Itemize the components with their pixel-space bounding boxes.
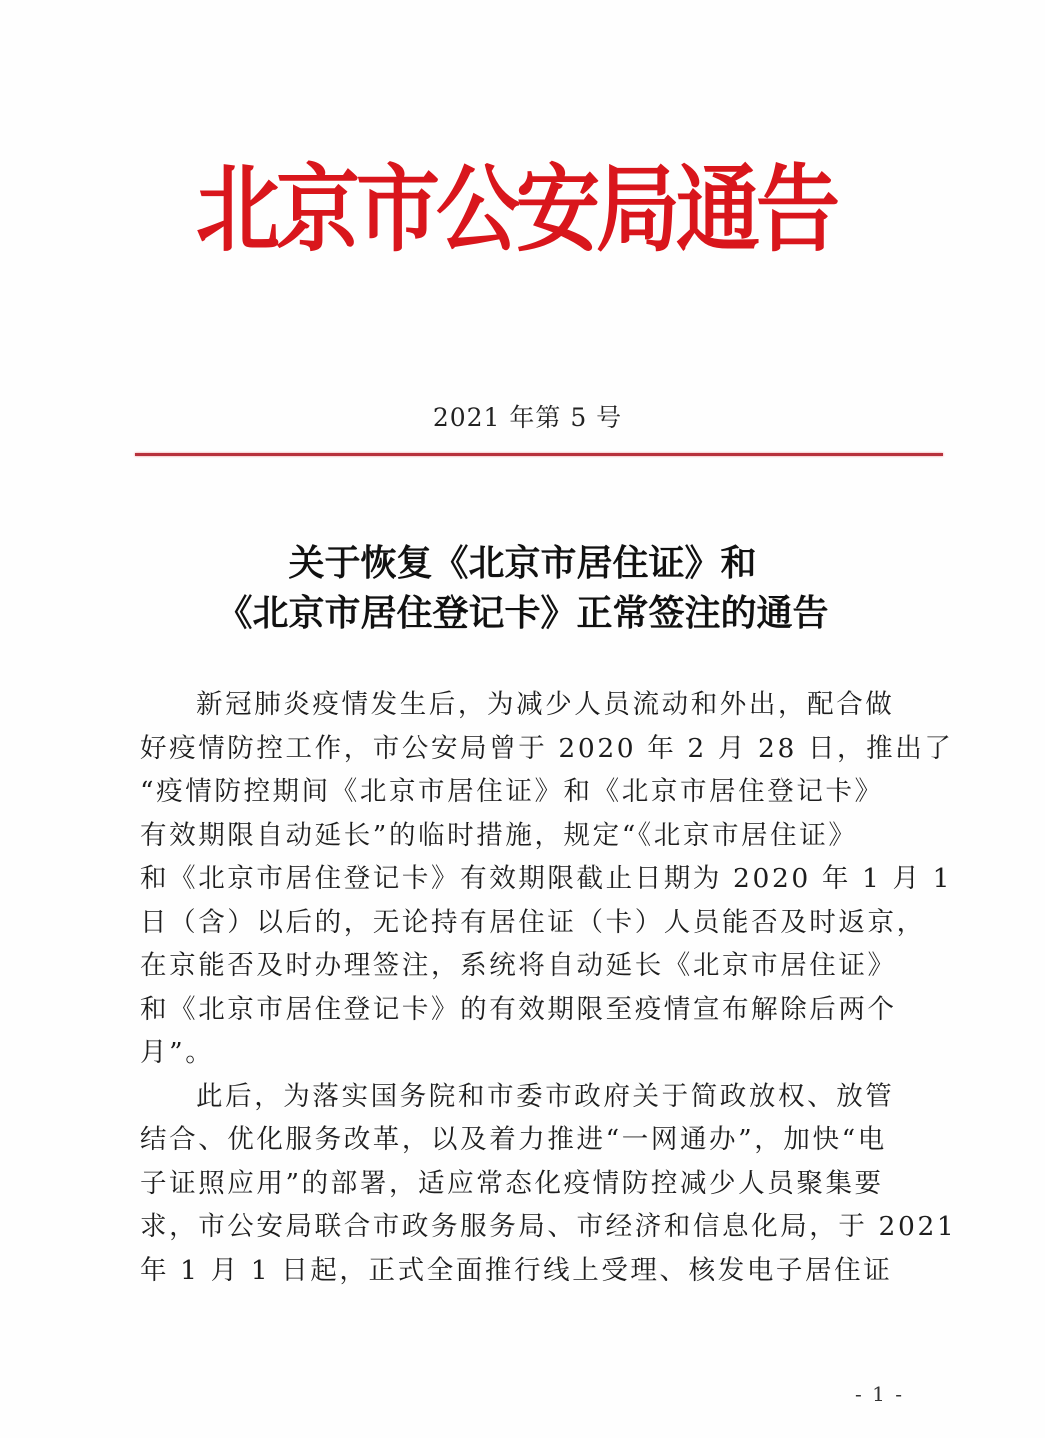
- body-line: 和《北京市居住登记卡》的有效期限至疫情宣布解除后两个: [140, 993, 897, 1025]
- body-line: 在京能否及时办理签注，系统将自动延长《北京市居住证》: [140, 950, 897, 981]
- body-line: 好疫情防控工作，市公安局曾于 2020 年 2 月 28 日，推出了: [140, 732, 954, 764]
- notice-title-line-1: 关于恢复《北京市居住证》和: [288, 542, 757, 584]
- body-line: 年 1 月 1 日起，正式全面推行线上受理、核发电子居住证: [140, 1254, 893, 1286]
- body-line: 和《北京市居住登记卡》有效期限截止日期为 2020 年 1 月 1: [140, 863, 953, 894]
- body-line: 求，市公安局联合市政务服务局、市经济和信息化局，于 2021: [140, 1211, 957, 1242]
- notice-title: [0, 538, 1045, 638]
- body-line: 新冠肺炎疫情发生后，为减少人员流动和外出，配合做: [196, 689, 895, 720]
- body-line: 此后，为落实国务院和市委市政府关于简政放权、放管: [196, 1080, 895, 1112]
- page-number: - 1 -: [855, 1382, 904, 1406]
- notice-title-line-2: 《北京市居住登记卡》正常签注的通告: [216, 592, 829, 634]
- body-line: 日（含）以后的，无论持有居住证（卡）人员能否及时返京，: [140, 906, 926, 938]
- body-line: 结合、优化服务改革，以及着力推进“一网通办”，加快“电: [140, 1124, 887, 1155]
- red-divider-rule: [135, 453, 943, 456]
- body-line: 月”。: [140, 1037, 215, 1068]
- masthead-title: 北京市公安局通告: [196, 153, 837, 265]
- notice-body: [140, 683, 957, 1292]
- body-line: 子证照应用”的部署，适应常态化疫情防控减少人员聚集要: [140, 1167, 884, 1199]
- body-line: 有效期限自动延长”的临时措施，规定“《北京市居住证》: [140, 819, 858, 851]
- body-line: “疫情防控期间《北京市居住证》和《北京市居住登记卡》: [140, 776, 884, 807]
- document-number: 2021 年第 5 号: [432, 403, 623, 432]
